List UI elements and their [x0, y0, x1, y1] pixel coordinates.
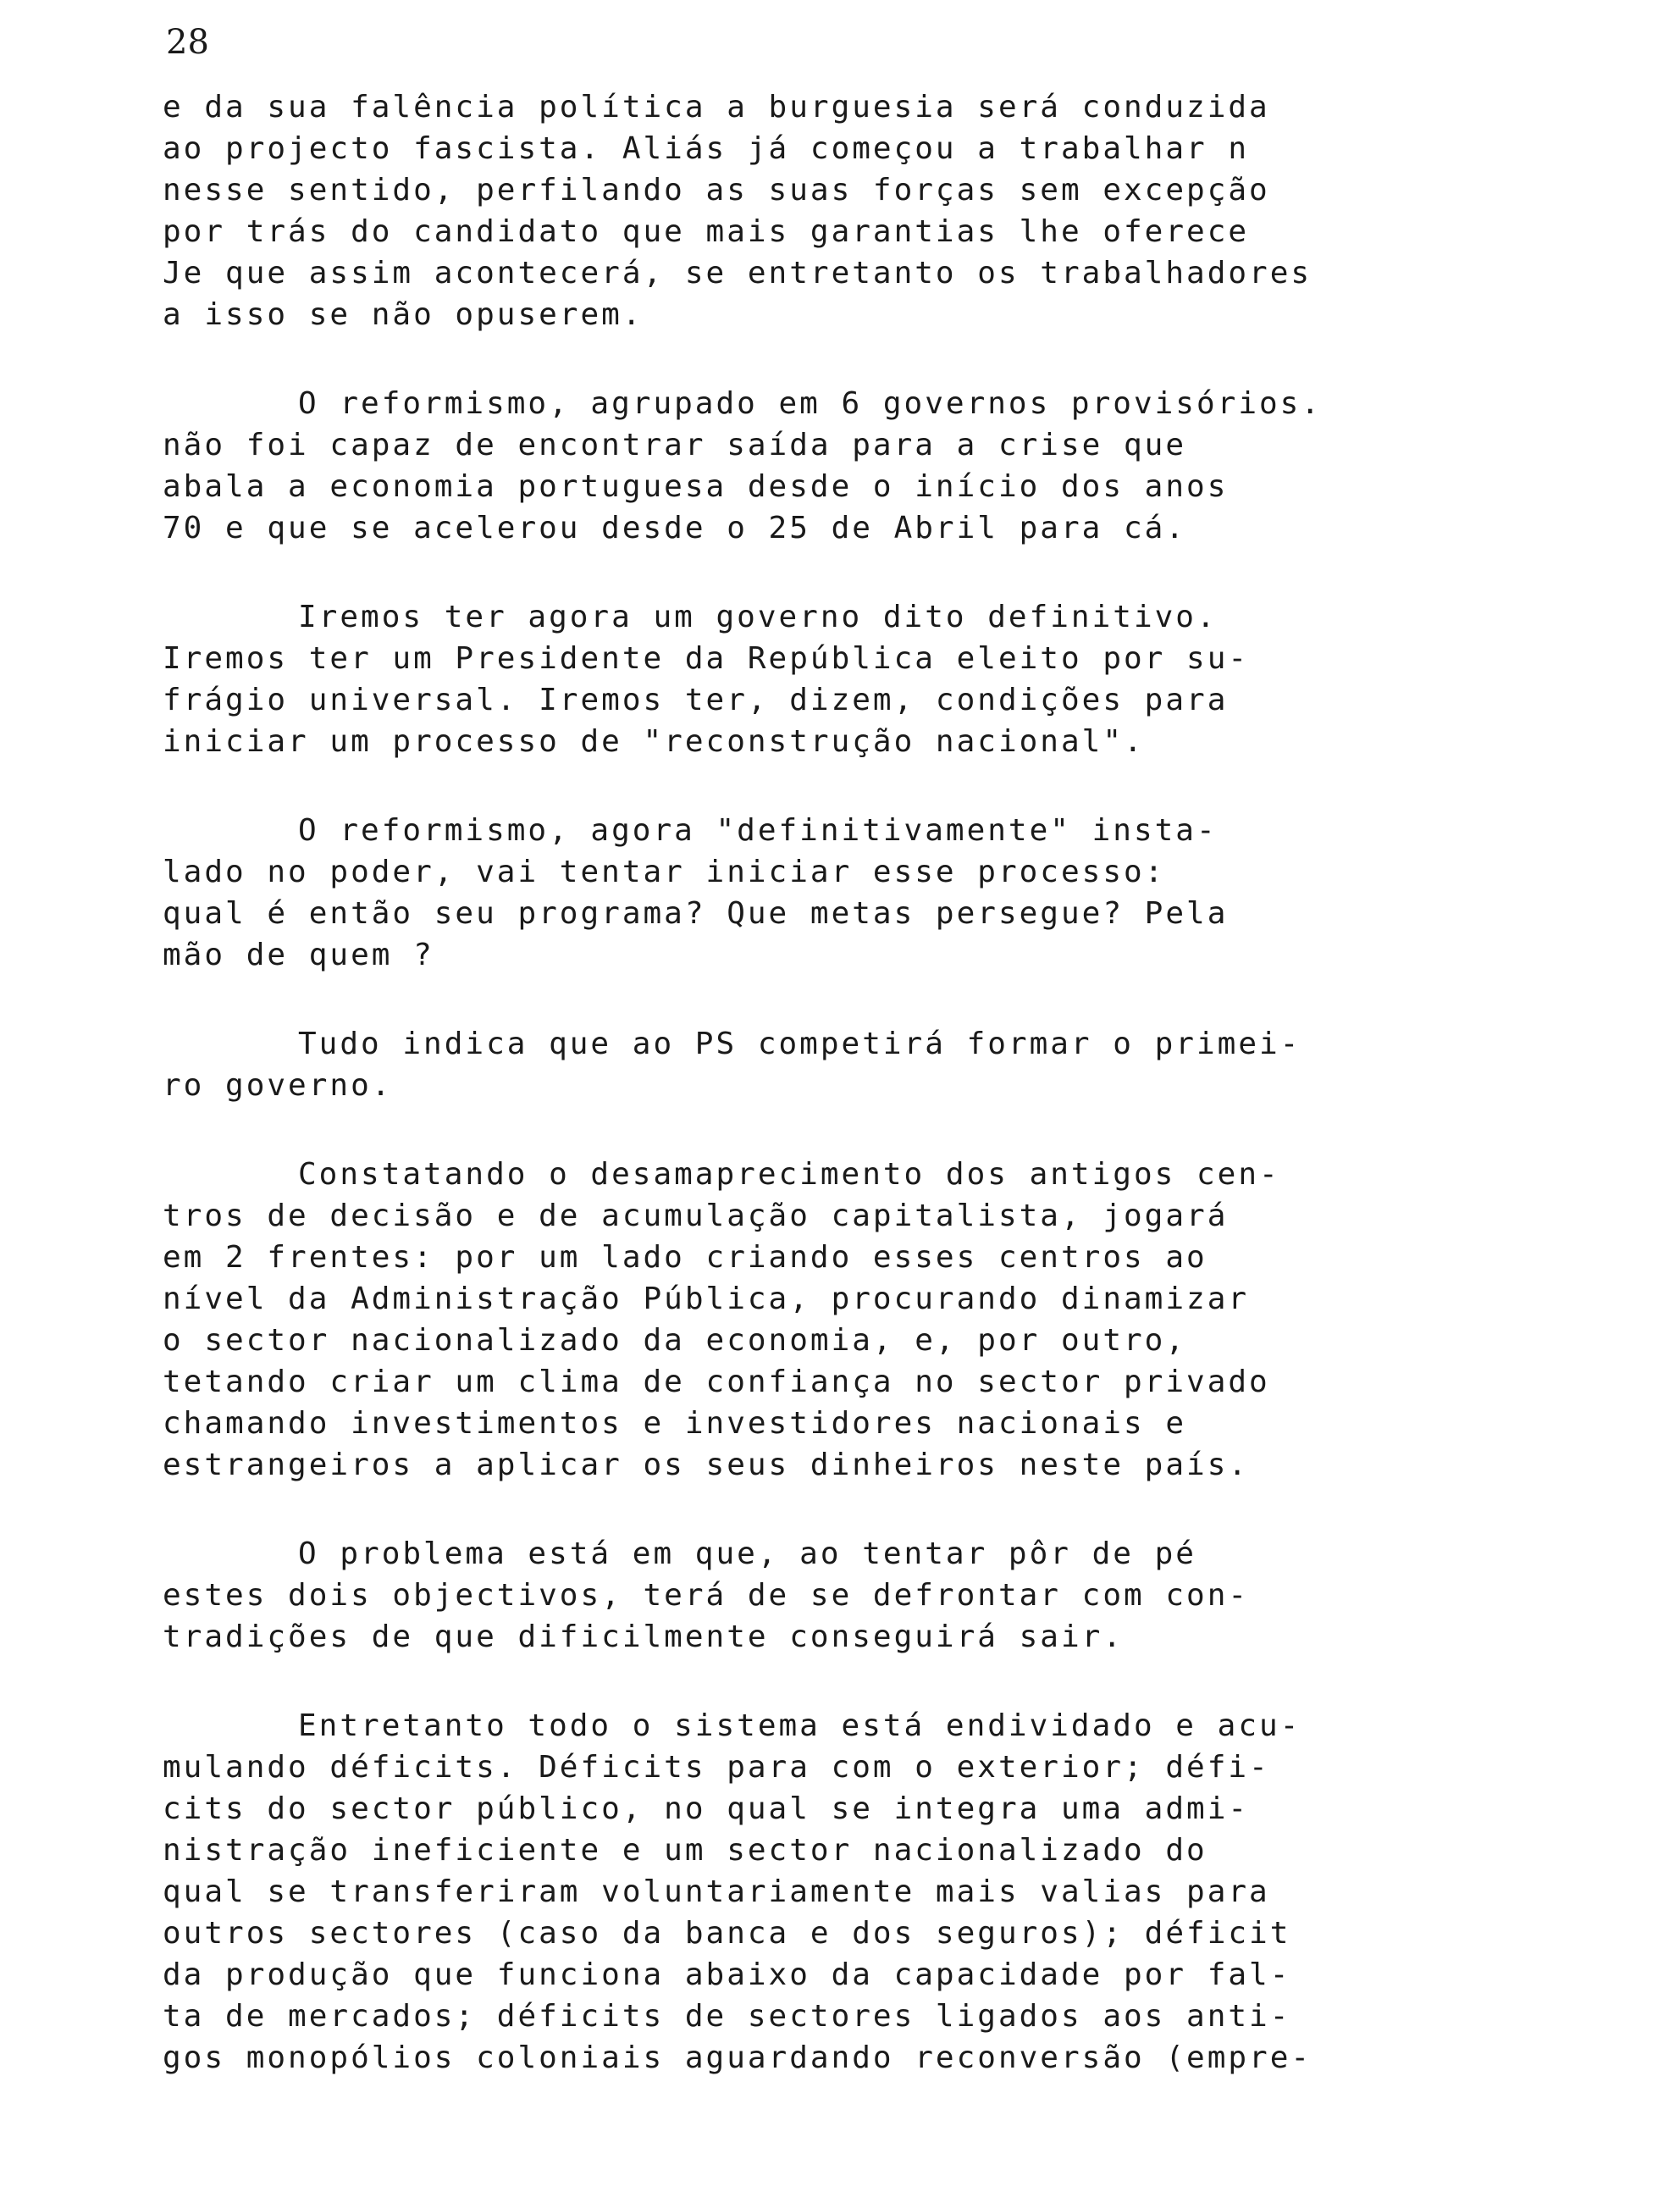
text-line: O reformismo, agrupado em 6 governos provisórios. [298, 386, 1323, 421]
text-line: mulando déficits. Déficits para com o exterior; défi- [163, 1750, 1270, 1785]
paragraph-7 [163, 1533, 1619, 1658]
page-number: 28 [166, 23, 209, 62]
text-line: mão de quem ? [163, 938, 434, 972]
text-line: Iremos ter um Presidente da República eleito por su- [163, 641, 1250, 676]
body-text [163, 86, 1619, 2079]
text-line: estes dois objectivos, terá de se defrontar com con- [163, 1578, 1250, 1613]
text-line: o sector nacionalizado da economia, e, por outro, [163, 1323, 1187, 1358]
paragraph-4 [163, 810, 1619, 976]
paragraph-3 [163, 596, 1619, 762]
text-line: a isso se não opuserem. [163, 297, 644, 332]
text-line: ao projecto fascista. Aliás já começou a trabalhar n [163, 131, 1250, 166]
text-line: não foi capaz de encontrar saída para a crise que [163, 428, 1187, 462]
text-line: qual se transferiram voluntariamente mais valias para [163, 1874, 1270, 1909]
text-line: tradições de que dificilmente conseguirá sair. [163, 1619, 1124, 1654]
text-line: 70 e que se acelerou desde o 25 de Abril para cá. [163, 511, 1187, 545]
text-line: lado no poder, vai tentar iniciar esse processo: [163, 855, 1166, 889]
text-line: Je que assim acontecerá, se entretanto os trabalhadores [163, 256, 1312, 291]
text-line: cits do sector público, no qual se integra uma admi- [163, 1791, 1250, 1826]
text-line: nível da Administração Pública, procurando dinamizar [163, 1282, 1250, 1316]
paragraph-2 [163, 383, 1619, 549]
text-line: O reformismo, agora "definitivamente" insta- [298, 813, 1218, 848]
text-line: da produção que funciona abaixo da capacidade por fal- [163, 1957, 1291, 1992]
text-line: O problema está em que, ao tentar pôr de pé [298, 1536, 1196, 1571]
text-line: nesse sentido, perfilando as suas forças sem excepção [163, 173, 1270, 208]
text-line: chamando investimentos e investidores nacionais e [163, 1406, 1187, 1441]
text-line: estrangeiros a aplicar os seus dinheiros neste país. [163, 1448, 1250, 1482]
text-line: tetando criar um clima de confiança no sector privado [163, 1365, 1270, 1399]
paragraph-8 [163, 1705, 1619, 2079]
text-line: nistração ineficiente e um sector nacionalizado do [163, 1833, 1208, 1868]
text-line: frágio universal. Iremos ter, dizem, condições para [163, 683, 1229, 717]
text-line: Iremos ter agora um governo dito definitivo. [298, 600, 1218, 634]
paragraph-5 [163, 1023, 1619, 1106]
text-line: Tudo indica que ao PS competirá formar o primei- [298, 1027, 1301, 1061]
text-line: por trás do candidato que mais garantias lhe oferece [163, 214, 1250, 249]
text-line: ta de mercados; déficits de sectores ligados aos anti- [163, 1999, 1291, 2034]
text-line: Entretanto todo o sistema está endividado e acu- [298, 1708, 1301, 1743]
text-line: qual é então seu programa? Que metas persegue? Pela [163, 896, 1229, 931]
text-line: em 2 frentes: por um lado criando esses centros ao [163, 1240, 1208, 1275]
text-line: gos monopólios coloniais aguardando reconversão (empre- [163, 2040, 1312, 2075]
text-line: tros de decisão e de acumulação capitalista, jogará [163, 1199, 1229, 1233]
text-line: outros sectores (caso da banca e dos seguros); déficit [163, 1916, 1291, 1951]
text-line: Constatando o desamaprecimento dos antigos cen- [298, 1157, 1280, 1192]
text-line: e da sua falência política a burguesia será conduzida [163, 90, 1270, 125]
text-line: ro governo. [163, 1068, 393, 1103]
paragraph-1 [163, 86, 1619, 335]
text-line: iniciar um processo de "reconstrução nacional". [163, 724, 1145, 759]
text-line: abala a economia portuguesa desde o início dos anos [163, 469, 1229, 504]
paragraph-6 [163, 1154, 1619, 1486]
